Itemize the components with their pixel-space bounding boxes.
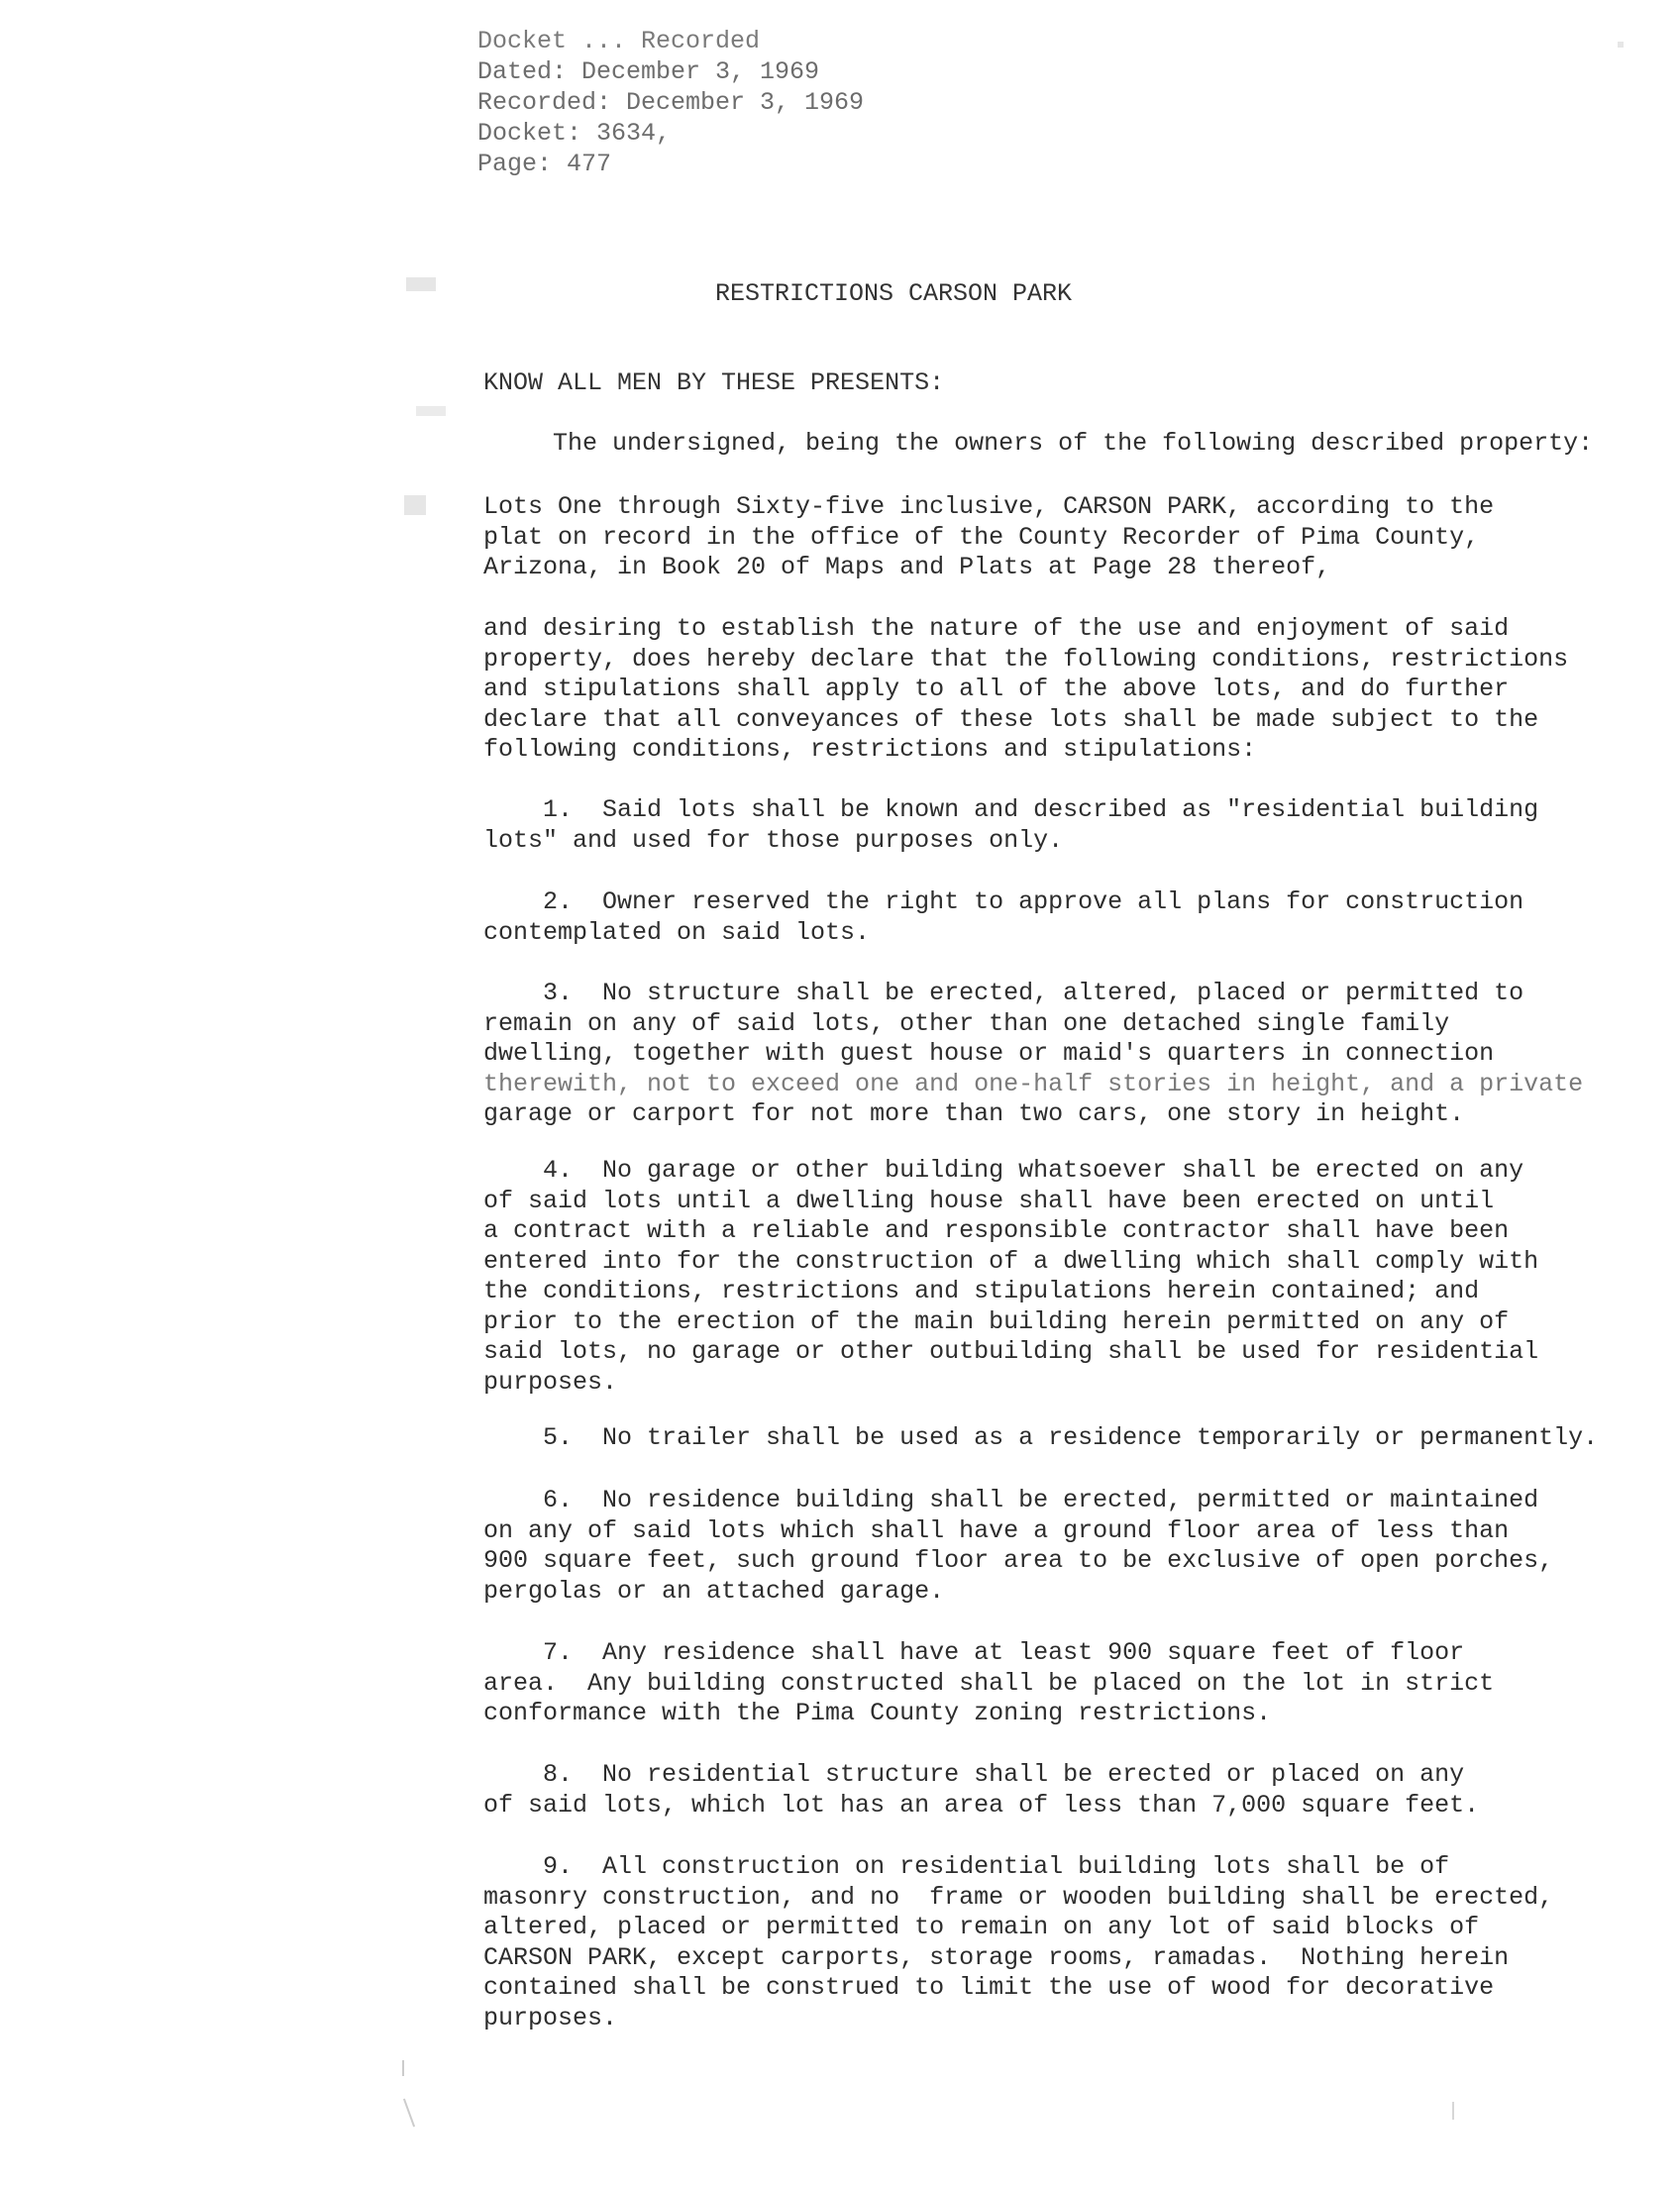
scan-speck	[406, 277, 436, 291]
scan-speck	[402, 2060, 404, 2076]
document-title: RESTRICTIONS CARSON PARK	[714, 279, 1073, 308]
intro-paragraph: The undersigned, being the owners of the following described property:	[553, 429, 1594, 458]
scan-speck	[403, 2099, 415, 2128]
clause-6: 6. No residence building shall be erected, permitted or maintained on any of said lots which shall have a ground floor area of less than 900 square feet, such ground floor area to be exclusive of open porches, pergolas or an attached garage.	[483, 1486, 1554, 1606]
clause-4: 4. No garage or other building whatsoever shall be erected on any of said lots until a dwelling house shall have been erected on until a contract with a reliable and responsible contractor shall have been entered into for the construction of a dwelling which shall comply with the conditions, restrictions and stipulations herein contained; and prior to the erection of the main building herein permitted on any of said lots, no garage or other outbuilding shall be used for residential purposes.	[483, 1156, 1539, 1397]
scan-speck	[416, 406, 446, 416]
scan-speck	[404, 495, 426, 515]
clause-8: 8. No residential structure shall be erected or placed on any of said lots, which lot has an area of less than 7,000 square feet.	[483, 1760, 1480, 1820]
property-description: Lots One through Sixty-five inclusive, CARSON PARK, according to the plat on record in the office of the County Recorder of Pima County, Arizona, in Book 20 of Maps and Plats at Page 28 thereof,	[483, 492, 1495, 581]
scan-speck	[1452, 2102, 1454, 2120]
header-line-recorded: Recorded: December 3, 1969	[477, 88, 865, 117]
clause-7: 7. Any residence shall have at least 900 square feet of floor area. Any building constructed shall be placed on the lot in strict conformance with the Pima County zoning restrictions.	[483, 1638, 1495, 1727]
clause-1: 1. Said lots shall be known and described as "residential building lots" and used for those purposes only.	[483, 795, 1539, 855]
clause-2: 2. Owner reserved the right to approve all plans for construction contemplated on said lots.	[483, 887, 1524, 947]
scan-speck	[1618, 42, 1624, 48]
header-line-docket: Docket ... Recorded	[477, 27, 761, 55]
header-line-page: Page: 477	[477, 150, 612, 178]
clause-5: 5. No trailer shall be used as a residence temporarily or permanently.	[483, 1423, 1599, 1452]
salutation: KNOW ALL MEN BY THESE PRESENTS:	[483, 368, 945, 397]
clause-9: 9. All construction on residential building lots shall be of masonry construction, and no frame or wooden building shall be erected, altered, placed or permitted to remain on any lot of said blocks of CARSON PARK, except carports, storage rooms, ramadas. Nothing herein contained shall be construed to limit the use of wood for decorative purposes.	[483, 1852, 1554, 2032]
clause-3: 3. No structure shall be erected, altered, placed or permitted to remain on any of said lots, other than one detached single family dwelling, together with guest house or maid's quarters in connection therewith, not to exceed one and one-half stories in height, and a private garage or carport for not more than two cars, one story in height.	[483, 979, 1584, 1128]
declaration-paragraph: and desiring to establish the nature of the use and enjoyment of said property, does hereby declare that the following conditions, restrictions and stipulations shall apply to all of the above lots, and do further declare that all conveyances of these lots shall be made subject to the following conditions, restrictions and stipulations:	[483, 614, 1569, 764]
header-line-docket-number: Docket: 3634,	[477, 119, 672, 148]
header-line-dated: Dated: December 3, 1969	[477, 57, 820, 86]
recording-header	[477, 26, 864, 179]
